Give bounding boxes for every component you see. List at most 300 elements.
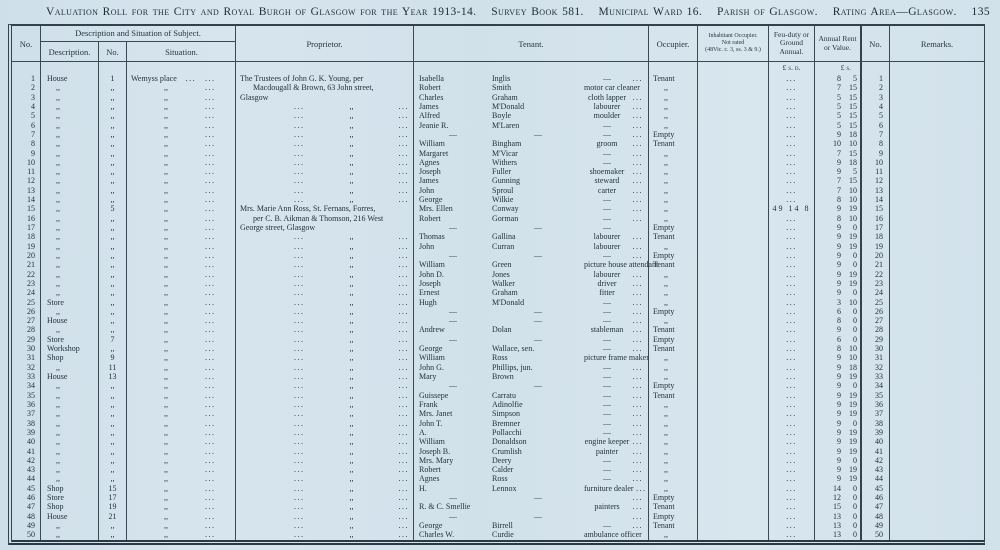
rent-pounds: 9 [837,325,841,335]
cell-feu-duty [769,493,815,502]
tenant-occupation: — [603,427,611,437]
table-row [12,74,984,83]
cell-feu-duty [769,93,815,102]
table-row [12,381,984,390]
tenant-surname: Adinolfie [492,399,523,409]
cell-street-no: ,, [99,474,127,483]
dots-mark: ... [294,446,305,456]
cell-proprietor [236,251,414,260]
dots-mark: ... [632,455,643,465]
dots-mark: ... [632,157,643,167]
cell-street-no: ,, [99,93,127,102]
dots-mark: ... [398,176,409,186]
cell-tenant [414,484,649,493]
tenant-surname: M'Vicar [492,148,518,158]
cell-inhabitant-occupier [698,102,769,111]
cell-no-right: 31 [860,353,890,362]
cell-no: 8 [12,139,41,148]
cell-description: House [41,512,99,521]
proprietor-text: Glasgow [240,92,269,102]
dots-mark: ... [294,381,305,391]
tenant-occupation: — [603,120,611,130]
tenant-forename: Joseph [419,167,441,177]
table-row [12,400,984,409]
ditto-mark: ,, [164,344,168,354]
tenant-forename: John T. [419,418,443,428]
cell-occupier: ,, [649,530,698,539]
cell-description: ,, [41,223,99,232]
tenant-occupation: engine keeper [584,437,630,447]
cell-annual-rent [815,484,861,493]
dots-mark: ... [205,213,216,223]
cell-no: 29 [12,335,41,344]
dots-mark: ... [398,418,409,428]
cell-description: ,, [41,111,99,120]
cell-no: 47 [12,502,41,511]
cell-proprietor [236,428,414,437]
cell-annual-rent [815,353,861,362]
rent-pounds: 5 [837,92,841,102]
dots-mark: ... [205,316,216,326]
cell-inhabitant-occupier [698,121,769,130]
cell-no: 6 [12,121,41,130]
rating-area-label: Rating Area—Glasgow. [832,5,957,18]
cell-situation [127,298,236,307]
cell-description: House [41,74,99,83]
cell-no: 37 [12,409,41,418]
table-row [12,521,984,530]
cell-tenant [414,447,649,456]
cell-annual-rent [815,111,861,120]
cell-feu-duty [769,530,815,539]
cell-situation [127,83,236,92]
cell-occupier: ,, [649,176,698,185]
cell-proprietor [236,260,414,269]
cell-description: ,, [41,409,99,418]
cell-no: 50 [12,530,41,539]
cell-tenant [414,195,649,204]
cell-description: ,, [41,204,99,213]
rent-pounds: 5 [837,111,841,121]
cell-description: ,, [41,149,99,158]
tenant-forename: — [449,511,457,521]
dots-mark: ... [294,530,305,540]
cell-no-right: 18 [860,232,890,241]
cell-tenant [414,521,649,530]
dots-mark: ... [398,297,409,307]
tenant-forename: Hugh [419,297,437,307]
rent-shillings: 10 [849,344,857,354]
cell-inhabitant-occupier [698,456,769,465]
dots-mark: ... [205,390,216,400]
rent-shillings: 0 [853,325,857,335]
dots-mark: ... [294,455,305,465]
rent-shillings: 0 [853,418,857,428]
cell-street-no: ,, [99,428,127,437]
cell-tenant [414,242,649,251]
cell-situation [127,121,236,130]
cell-feu-duty [769,465,815,474]
cell-inhabitant-occupier [698,307,769,316]
dots-mark: ... [632,185,643,195]
dots-mark: ... [398,372,409,381]
cell-proprietor [236,167,414,176]
ditto-mark: ,, [164,195,168,205]
dots-mark: ... [632,493,643,503]
dots-mark: ... [398,269,409,279]
cell-no: 20 [12,251,41,260]
dots-mark: ... [294,185,305,195]
cell-no-right: 38 [860,419,890,428]
dots-mark: ... [398,278,409,288]
cell-remarks [890,279,984,288]
dots-mark: ... [205,344,216,354]
tenant-surname: Crumlish [492,446,522,456]
ditto-mark: ,, [164,325,168,335]
cell-tenant [414,437,649,446]
dots-mark: ... [398,502,409,512]
tenant-surname: Wallace, sen. [492,344,535,354]
tenant-forename: William [419,260,445,270]
proprietor-text: per C. B. Aikman & Thomson, 216 West [253,213,384,223]
rent-shillings: 5 [853,167,857,177]
cell-situation [127,111,236,120]
cell-no-right: 20 [860,251,890,260]
dots-mark: ... [786,483,797,493]
tenant-surname: Green [492,260,512,270]
cell-feu-duty [769,121,815,130]
cell-proprietor [236,530,414,539]
rent-pounds: 9 [837,250,841,260]
tenant-occupation: — [603,195,611,205]
tenant-forename: Guissepe [419,390,449,400]
tenant-occupation: — [603,213,611,223]
cell-situation [127,437,236,446]
dots-mark: ... [786,232,797,242]
cell-annual-rent [815,214,861,223]
ditto-mark: ,, [164,92,168,102]
dots-mark: ... [632,502,643,512]
cell-occupier: Tenant [649,521,698,530]
cell-inhabitant-occupier [698,512,769,521]
cell-no-right: 26 [860,307,890,316]
table-row [12,447,984,456]
dots-mark: ... [786,92,797,102]
cell-occupier: Empty [649,512,698,521]
dots-mark: ... [786,427,797,437]
rent-shillings: 0 [853,288,857,298]
cell-inhabitant-occupier [698,363,769,372]
cell-occupier: Empty [649,381,698,390]
cell-street-no: ,, [99,121,127,130]
cell-occupier: ,, [649,474,698,483]
cell-no-right: 41 [860,447,890,456]
cell-description: Workshop [41,344,99,353]
proprietor-text: The Trustees of John G. K. Young, per [240,74,364,83]
col-group-description-situation [41,26,236,61]
cell-annual-rent [815,186,861,195]
ditto-mark: ,, [349,437,354,447]
dots-mark: ... [205,334,216,344]
cell-street-no: ,, [99,186,127,195]
table-row [12,428,984,437]
cell-no-right: 2 [860,83,890,92]
ditto-mark: ,, [349,101,354,111]
cell-proprietor [236,465,414,474]
municipal-ward-label: Municipal Ward 16. [598,5,703,18]
tenant-forename: Mrs. Janet [419,409,453,419]
dots-mark: ... [786,437,797,447]
cell-feu-duty [769,325,815,334]
table-row [12,149,984,158]
table-row [12,530,984,539]
cell-tenant [414,83,649,92]
dots-mark: ... [632,325,643,335]
cell-situation [127,176,236,185]
cell-no-right: 47 [860,502,890,511]
cell-street-no: ,, [99,195,127,204]
cell-situation [127,502,236,511]
dots-mark: ... [398,241,409,251]
cell-occupier: ,, [649,158,698,167]
cell-remarks [890,270,984,279]
dots-mark: ... [205,353,216,363]
tenant-occupation: — [603,297,611,307]
table-row [12,223,984,232]
cell-tenant [414,493,649,502]
cell-feu-duty [769,288,815,297]
ditto-mark: ,, [164,427,168,437]
dots-mark: ... [786,120,797,130]
cell-street-no: 9 [99,353,127,362]
dots-mark: ... [205,521,216,530]
cell-occupier: ,, [649,419,698,428]
cell-occupier: ,, [649,316,698,325]
cell-tenant [414,270,649,279]
cell-tenant [414,381,649,390]
tenant-occupation: — [603,521,611,530]
rent-shillings: 15 [849,92,857,102]
cell-street-no: ,, [99,260,127,269]
cell-description: ,, [41,279,99,288]
cell-proprietor [236,204,414,213]
cell-street-no: ,, [99,102,127,111]
cell-annual-rent [815,325,861,334]
dots-mark: ... [398,148,409,158]
tenant-forename: William [419,353,445,363]
cell-tenant [414,335,649,344]
rent-shillings: 0 [853,306,857,316]
cell-annual-rent [815,270,861,279]
cell-proprietor [236,186,414,195]
cell-inhabitant-occupier [698,214,769,223]
cell-no-right: 23 [860,279,890,288]
rent-shillings: 0 [853,334,857,344]
dots-mark: ... [632,167,643,177]
dots-mark: ... [205,223,216,232]
col-header-annual-rent: Annual Rent or Value. [815,26,861,61]
cell-tenant [414,363,649,372]
ditto-mark: ,, [164,493,168,503]
dots-mark: ... [205,427,216,437]
cell-street-no: ,, [99,456,127,465]
cell-feu-duty [769,437,815,446]
dots-mark: ... [786,260,797,270]
dots-mark: ... [294,241,305,251]
cell-feu-duty [769,74,815,83]
cell-feu-duty [769,400,815,409]
cell-remarks [890,344,984,353]
dots-mark: ... [205,288,216,298]
cell-feu-duty [769,186,815,195]
tenant-occupation: — [603,381,611,391]
dots-mark: ... [632,288,643,298]
rent-pounds: 9 [837,372,841,381]
cell-feu-duty [769,502,815,511]
cell-annual-rent [815,102,861,111]
rent-shillings: 15 [849,111,857,121]
group-title: Description and Situation of Subject. [41,26,235,42]
tenant-occupation: painter [595,446,619,456]
cell-description: ,, [41,102,99,111]
cell-no-right: 46 [860,493,890,502]
cell-remarks [890,242,984,251]
cell-street-no: ,, [99,139,127,148]
dots-mark: ... [294,129,305,139]
table-row [12,204,984,213]
cell-tenant [414,400,649,409]
rent-shillings: 19 [849,409,857,419]
rent-pounds: 7 [837,83,841,93]
rent-shillings: 10 [849,213,857,223]
cell-remarks [890,530,984,539]
cell-tenant [414,502,649,511]
cell-description: ,, [41,419,99,428]
rent-pounds: 5 [837,101,841,111]
cell-no-right: 30 [860,344,890,353]
cell-occupier: ,, [649,214,698,223]
cell-occupier: ,, [649,93,698,102]
cell-no: 31 [12,353,41,362]
cell-remarks [890,484,984,493]
cell-street-no: ,, [99,530,127,539]
cell-annual-rent [815,223,861,232]
tenant-forename: — [449,306,457,316]
parish-label: Parish of Glasgow. [716,5,818,18]
cell-no: 41 [12,447,41,456]
cell-no-right: 8 [860,139,890,148]
dots-mark: ... [205,381,216,391]
tenant-surname: Gorman [492,213,519,223]
cell-no-right: 19 [860,242,890,251]
dots-mark: ... [398,353,409,363]
cell-proprietor [236,93,414,102]
dots-mark: ... [398,390,409,400]
cell-remarks [890,139,984,148]
cell-proprietor [236,102,414,111]
ditto-mark: ,, [164,250,168,260]
cell-no-right: 3 [860,93,890,102]
tenant-occupation: — [603,129,611,139]
cell-tenant [414,232,649,241]
cell-remarks [890,74,984,83]
cell-situation [127,316,236,325]
cell-no-right: 12 [860,176,890,185]
cell-no: 30 [12,344,41,353]
cell-inhabitant-occupier [698,186,769,195]
rent-pounds: 13 [833,521,841,530]
dots-mark: ... [786,390,797,400]
dots-mark: ... [398,250,409,260]
dots-mark: ... [294,437,305,447]
cell-situation [127,288,236,297]
ditto-mark: ,, [349,325,354,335]
cell-feu-duty [769,335,815,344]
cell-annual-rent [815,298,861,307]
ditto-mark: ,, [349,288,354,298]
rent-shillings: 0 [853,316,857,326]
cell-occupier: Empty [649,251,698,260]
table-row [12,316,984,325]
dots-mark: ... [786,278,797,288]
table-row [12,344,984,353]
cell-occupier: ,, [649,83,698,92]
cell-inhabitant-occupier [698,381,769,390]
col-header-no-right: No. [860,26,890,61]
cell-feu-duty [769,474,815,483]
cell-tenant [414,391,649,400]
ditto-mark: ,, [349,344,354,354]
tenant-surname: Graham [492,288,518,298]
cell-situation [127,102,236,111]
dots-mark: ... [294,278,305,288]
table-row [12,437,984,446]
cell-street-no: 21 [99,512,127,521]
cell-annual-rent [815,74,861,83]
cell-occupier: Empty [649,335,698,344]
cell-occupier: Tenant [649,391,698,400]
tenant-surname: Boyle [492,111,512,121]
dots-mark: ... [632,372,643,381]
table-row [12,242,984,251]
tenant-occupation: — [603,465,611,475]
dots-mark: ... [786,195,797,205]
tenant-forename: Robert [419,83,441,93]
cell-annual-rent [815,307,861,316]
cell-tenant [414,456,649,465]
tenant-occupation: carter [597,185,617,195]
cell-inhabitant-occupier [698,419,769,428]
rent-shillings: 19 [849,437,857,447]
dots-mark: ... [786,465,797,475]
cell-occupier: ,, [649,437,698,446]
dots-mark: ... [398,344,409,354]
tenant-surname: — [534,381,542,391]
table-row [12,195,984,204]
cell-street-no: ,, [99,111,127,120]
ditto-mark: ,, [164,399,168,409]
cell-remarks [890,121,984,130]
dots-mark: ... [205,232,216,242]
cell-proprietor [236,521,414,530]
dots-mark: ... [786,223,797,232]
rent-pounds: 9 [837,427,841,437]
tenant-occupation: — [603,157,611,167]
cell-tenant [414,139,649,148]
cell-feu-duty [769,456,815,465]
cell-remarks [890,372,984,381]
ditto-mark: ,, [164,213,168,223]
